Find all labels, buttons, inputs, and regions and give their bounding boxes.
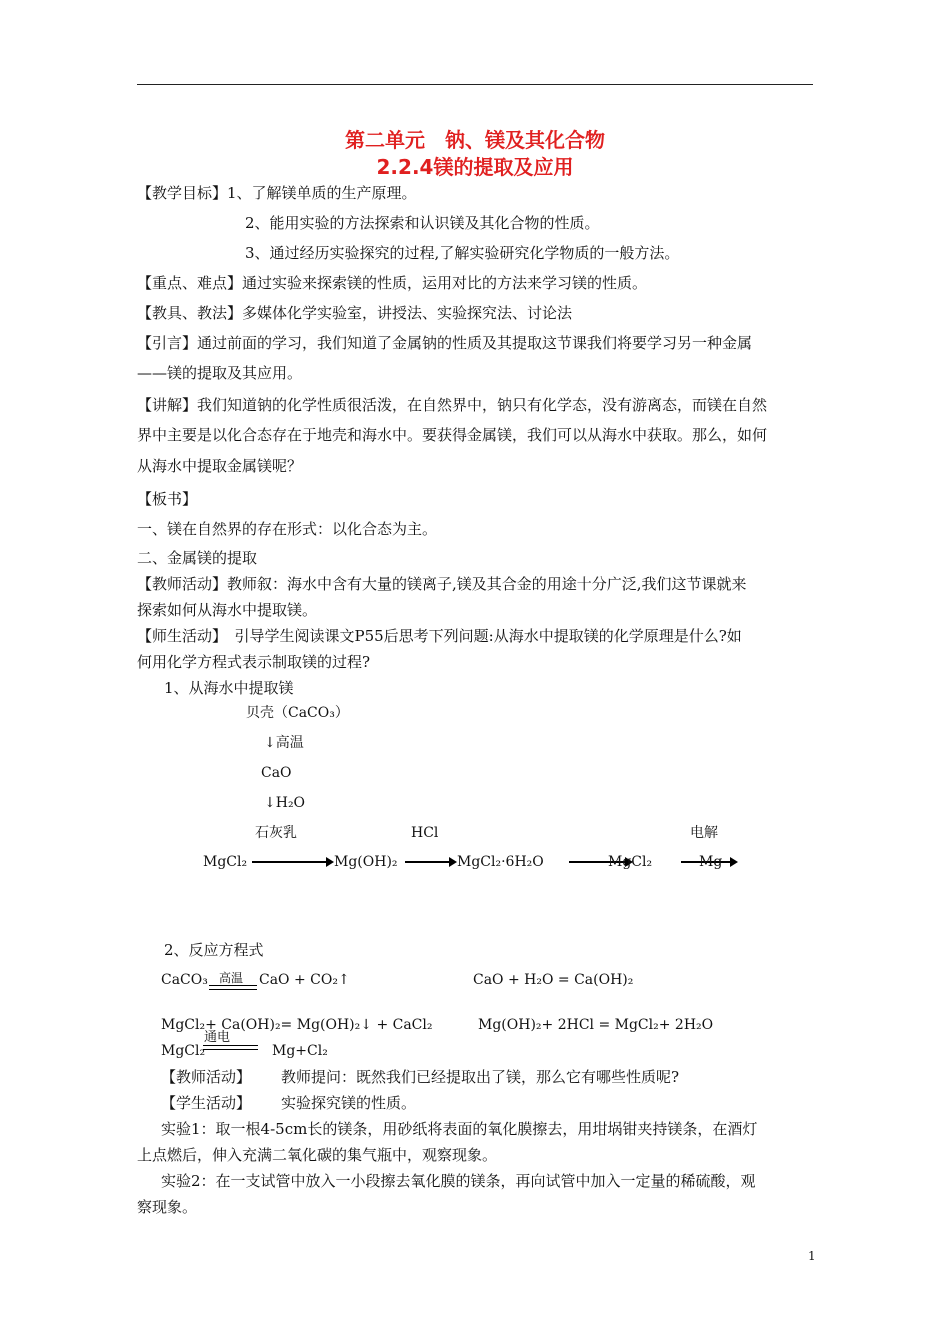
eq2: CaO + H₂O = Ca(OH)₂ bbox=[473, 972, 634, 988]
flow-reagent-hcl: HCl bbox=[411, 825, 439, 841]
teaching-goal-1: 【教学目标】1、了解镁单质的生产原理。 bbox=[137, 184, 417, 202]
section-equations: 2、反应方程式 bbox=[164, 941, 264, 959]
joint-activity-2: 何用化学方程式表示制取镁的过程? bbox=[137, 653, 371, 671]
flow-node-hydrate: MgCl₂·6H₂O bbox=[457, 854, 544, 870]
header-rule bbox=[137, 84, 813, 85]
board-item-1: 一、镁在自然界的存在形式：以化合态为主。 bbox=[137, 520, 438, 538]
board-item-2: 二、金属镁的提取 bbox=[137, 549, 258, 567]
teaching-goal-3: 3、通过经历实验探究的过程,了解实验研究化学物质的一般方法。 bbox=[245, 244, 680, 262]
flow-node-mgcl2-anhydrous: MgCl₂ bbox=[608, 854, 653, 870]
lecture-line-3: 从海水中提取金属镁呢？ bbox=[137, 457, 303, 475]
flow-arrow-2 bbox=[405, 861, 455, 863]
flow-cao: CaO bbox=[261, 765, 292, 781]
flow-node-mg: Mg bbox=[699, 854, 723, 870]
eq5-condition: 通电 bbox=[204, 1030, 231, 1045]
flow-reagent-lime: 石灰乳 bbox=[255, 825, 297, 841]
flow-step-heat: ↓高温 bbox=[264, 735, 304, 751]
lecture-line-1: 【讲解】我们知道钠的化学性质很活泼，在自然界中，钠只有化学态，没有游离态，而镁在自然 bbox=[137, 396, 768, 414]
section-extract-mg: 1、从海水中提取镁 bbox=[164, 679, 294, 697]
doc-subtitle: 2.2.4镁的提取及应用 bbox=[376, 155, 574, 179]
eq1-equals bbox=[209, 985, 257, 990]
intro-line-1: 【引言】通过前面的学习，我们知道了金属钠的性质及其提取这节课我们将要学习另一种金属 bbox=[137, 334, 753, 352]
student-activity-text: 实验探究镁的性质。 bbox=[281, 1094, 417, 1112]
eq5-right: Mg+Cl₂ bbox=[272, 1043, 328, 1059]
eq4: Mg(OH)₂+ 2HCl = MgCl₂+ 2H₂O bbox=[478, 1017, 714, 1033]
teaching-goal-2: 2、能用实验的方法探索和认识镁及其化合物的性质。 bbox=[245, 214, 600, 232]
eq5-left: MgCl₂ bbox=[161, 1043, 206, 1059]
teacher-activity-label: 【教师活动】 bbox=[161, 1068, 252, 1086]
page-number: 1 bbox=[808, 1249, 816, 1263]
eq1-right: CaO + CO₂↑ bbox=[259, 972, 350, 988]
flow-step-water: ↓H₂O bbox=[264, 795, 306, 811]
teacher-activity-question: 教师提问：既然我们已经提取出了镁，那么它有哪些性质呢? bbox=[281, 1068, 680, 1086]
flow-node-mgcl2: MgCl₂ bbox=[203, 854, 248, 870]
experiment-1-line-2: 上点燃后，伸入充满二氧化碳的集气瓶中，观察现象。 bbox=[137, 1146, 498, 1164]
experiment-1-line-1: 实验1：取一根4-5cm长的镁条，用砂纸将表面的氧化膜擦去，用坩埚钳夹持镁条，在酒灯 bbox=[161, 1120, 758, 1138]
joint-activity-1: 【师生活动】 引导学生阅读课文P55后思考下列问题:从海水中提取镁的化学原理是什么?如 bbox=[137, 627, 742, 645]
board-heading: 【板书】 bbox=[137, 490, 198, 508]
flow-arrow-1 bbox=[252, 861, 332, 863]
experiment-2-line-2: 察现象。 bbox=[137, 1198, 198, 1216]
key-points: 【重点、难点】通过实验来探索镁的性质，运用对比的方法来学习镁的性质。 bbox=[137, 274, 648, 292]
eq1-left: CaCO₃ bbox=[161, 972, 208, 988]
lecture-line-2: 界中主要是以化合态存在于地壳和海水中。要获得金属镁，我们可以从海水中获取。那么，如何 bbox=[137, 426, 768, 444]
flow-node-mgoh2: Mg(OH)₂ bbox=[334, 854, 398, 870]
intro-line-2: ——镁的提取及其应用。 bbox=[137, 364, 303, 382]
flow-shell: 贝壳（CaCO₃） bbox=[246, 705, 349, 721]
experiment-2-line-1: 实验2：在一支试管中放入一小段擦去氧化膜的镁条，再向试管中加入一定量的稀硫酸，观 bbox=[161, 1172, 756, 1190]
teacher-activity-2: 探索如何从海水中提取镁。 bbox=[137, 601, 318, 619]
teacher-activity-1: 【教师活动】教师叙：海水中含有大量的镁离子,镁及其合金的用途十分广泛,我们这节课就来 bbox=[137, 575, 747, 593]
eq1-condition: 高温 bbox=[219, 971, 244, 985]
eq3: MgCl₂+ Ca(OH)₂= Mg(OH)₂↓ + CaCl₂ bbox=[161, 1017, 433, 1033]
doc-title: 第二单元 钠、镁及其化合物 bbox=[345, 128, 605, 152]
tools-methods: 【教具、教法】多媒体化学实验室，讲授法、实验探究法、讨论法 bbox=[137, 304, 573, 322]
student-activity-label: 【学生活动】 bbox=[161, 1094, 252, 1112]
flow-reagent-electrolysis: 电解 bbox=[690, 825, 718, 841]
eq5-equals bbox=[203, 1045, 258, 1050]
